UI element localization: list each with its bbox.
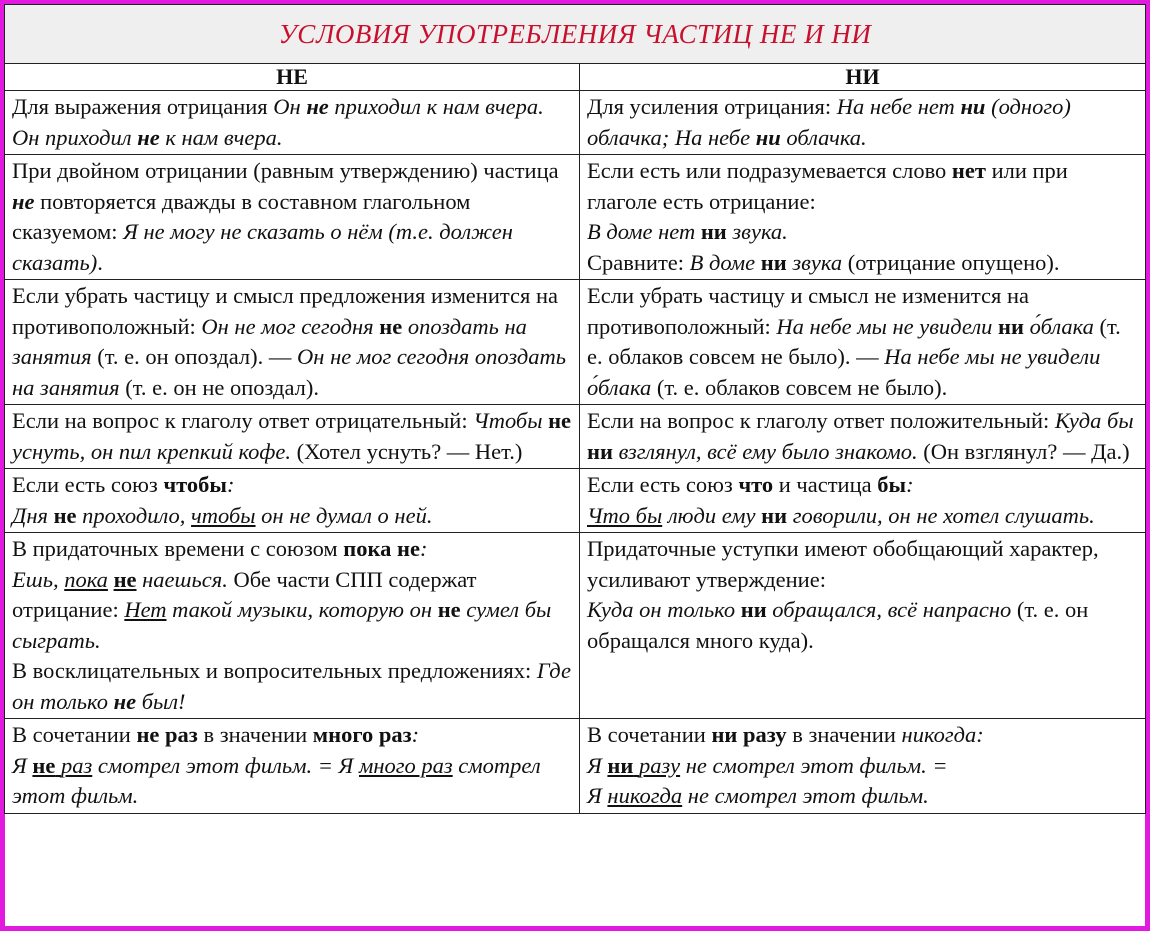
text-run: ни разу — [711, 722, 787, 747]
cell-paragraph — [587, 406, 1139, 467]
table-cell-left — [5, 719, 580, 814]
text-run: разу — [638, 752, 681, 778]
particles-table — [4, 4, 1146, 814]
table-cell-right — [580, 469, 1146, 533]
column-header-ni: НИ — [580, 64, 1146, 91]
text-run: чтобы — [163, 472, 227, 497]
text-run: что — [738, 472, 774, 497]
table-cell-left — [5, 280, 580, 405]
text-run: не — [113, 566, 137, 592]
table-cell-right — [580, 533, 1146, 719]
text-run: и частица — [773, 472, 878, 497]
text-run: В сочетании — [587, 722, 712, 747]
text-run: Если убрать частицу и смысл не изменится на противоположный: — [587, 283, 1029, 339]
table-cell-left — [5, 405, 580, 469]
cell-paragraph — [12, 470, 573, 501]
table-row — [5, 91, 1146, 155]
text-run: На небе мы не увидели о́блака — [587, 344, 1101, 400]
cell-paragraph — [12, 406, 573, 467]
cell-paragraph — [12, 534, 573, 565]
text-run: Для выражения отрицания — [12, 94, 274, 119]
table-row — [5, 155, 1146, 280]
cell-paragraph — [587, 248, 1139, 279]
text-run: (т. е. он обращался много куда). — [587, 597, 1089, 653]
cell-paragraph — [12, 501, 573, 532]
cell-paragraph — [587, 595, 1139, 656]
cell-paragraph — [587, 781, 1139, 812]
text-run: Куда он только — [587, 597, 741, 622]
text-run: пока — [64, 566, 108, 592]
table-cell-right — [580, 280, 1146, 405]
text-run: много раз — [312, 722, 412, 747]
text-run: Он не мог сегодня — [201, 313, 380, 339]
text-run: такой музыки, которую он — [166, 597, 438, 622]
text-run: звука. — [726, 219, 788, 244]
text-run: проходило, — [76, 502, 192, 528]
cell-paragraph — [587, 720, 1139, 751]
text-run: : — [226, 472, 235, 497]
text-run: Я — [12, 752, 33, 778]
text-run: сумел бы сыграть. — [12, 597, 552, 653]
text-run: Придаточные уступки имеют обобщающий характер, усиливают утверждение: — [587, 536, 1099, 592]
text-run: в значении — [197, 722, 313, 747]
text-run: пока не — [343, 536, 420, 561]
text-run: смотрел этот фильм. = Я — [92, 752, 359, 778]
cell-paragraph — [587, 217, 1139, 248]
table-cell-left — [5, 533, 580, 719]
table-cell-left — [5, 155, 580, 280]
text-run: (Он взглянул? — Да.) — [917, 438, 1130, 464]
text-run: . — [97, 249, 103, 275]
table-cell-left — [5, 91, 580, 155]
cell-paragraph — [587, 92, 1139, 153]
text-run: звука — [786, 249, 843, 275]
text-run: Где он только — [12, 658, 571, 714]
cell-paragraph — [12, 656, 573, 717]
cell-paragraph — [12, 720, 573, 751]
text-run: Если на вопрос к глаголу ответ положительный: — [587, 408, 1055, 433]
table-row — [5, 280, 1146, 405]
table-cell-right — [580, 719, 1146, 814]
text-run: Обе части СПП содержат отрицание: — [12, 566, 477, 622]
text-run: Я не могу не сказать о нём (т.е. должен сказать) — [12, 219, 513, 275]
text-run: В придаточных времени с союзом — [12, 536, 344, 561]
text-run: не — [306, 94, 329, 119]
text-run: или при глаголе есть отрицание: — [587, 158, 1068, 214]
text-run: облачка. — [780, 124, 867, 150]
cell-paragraph — [12, 751, 573, 812]
text-run: был! — [136, 688, 186, 714]
table-cell-right — [580, 155, 1146, 280]
text-run: Куда бы — [1054, 408, 1134, 433]
text-run: (т. е. облаков совсем не было). — [651, 374, 948, 400]
text-run: люди ему — [662, 502, 762, 528]
text-run: Нет — [124, 597, 167, 622]
text-run: ни — [761, 502, 788, 528]
text-run: приходил к нам вчера. Он приходил — [12, 94, 544, 150]
text-run: Он — [273, 94, 307, 119]
text-run: На небе мы не увидели — [776, 313, 999, 339]
cell-paragraph — [587, 470, 1139, 501]
text-run: никогда: — [901, 722, 984, 747]
text-run: ни — [607, 752, 634, 778]
cell-paragraph — [12, 281, 573, 403]
text-run: наешься. — [136, 566, 228, 592]
text-run: Я — [587, 783, 608, 808]
text-run: ни — [960, 94, 986, 119]
text-run: обращался, всё напрасно — [766, 597, 1012, 622]
column-header-ne: НЕ — [5, 64, 580, 91]
table-cell-right — [580, 91, 1146, 155]
text-run: не — [12, 188, 35, 214]
table-row — [5, 533, 1146, 719]
cell-paragraph — [587, 534, 1139, 595]
text-run: смотрел этот фильм. — [12, 752, 541, 808]
text-run: нет — [951, 158, 986, 183]
text-run: : — [419, 536, 428, 561]
text-run: В сочетании — [12, 722, 137, 747]
cell-paragraph — [12, 156, 573, 278]
text-run: : — [906, 472, 914, 497]
text-run: к нам вчера. — [159, 124, 283, 150]
text-run: ни — [740, 597, 767, 622]
text-run: не — [437, 597, 461, 622]
text-run: В доме нет — [587, 219, 701, 244]
text-run: чтобы — [191, 502, 256, 528]
text-run: (т. е. облаков совсем не было). — — [587, 313, 1121, 369]
text-run: Что бы — [587, 502, 663, 528]
text-run: Для усиления отрицания: — [587, 94, 837, 119]
header-row — [5, 64, 1146, 91]
text-run: (т. е. он опоздал). — — [91, 344, 298, 369]
text-run: никогда — [607, 783, 683, 808]
table-row — [5, 469, 1146, 533]
cell-paragraph — [587, 751, 1139, 782]
text-run: не — [32, 752, 56, 778]
text-run: не — [113, 688, 137, 714]
text-run: Я — [587, 752, 608, 778]
text-run: Если есть союз — [12, 472, 164, 497]
text-run: Дня — [12, 502, 54, 528]
text-run: Если убрать частицу и смысл предложения изменится на противоположный: — [12, 283, 558, 339]
text-run: не раз — [136, 722, 198, 747]
text-run: в значении — [786, 722, 902, 747]
cell-paragraph — [12, 92, 573, 153]
text-run: ни — [587, 438, 613, 464]
text-run: ни — [998, 313, 1024, 339]
text-run: раз — [61, 752, 93, 778]
text-run: В доме — [689, 249, 761, 275]
text-run: Если есть или подразумевается слово — [587, 158, 952, 183]
text-run: говорили, он не хотел слушать. — [787, 502, 1095, 528]
text-run: не — [53, 502, 77, 528]
text-run: о́блака — [1023, 313, 1094, 339]
text-run: (Хотел уснуть? — Нет.) — [291, 438, 523, 464]
text-run: повторяется дважды в составном глагольном сказуемом: — [12, 188, 471, 244]
table-row — [5, 405, 1146, 469]
text-run: (отрицание опущено). — [842, 249, 1060, 275]
text-run: ни — [755, 124, 781, 150]
text-run: много раз — [358, 752, 453, 778]
text-run: При двойном отрицании (равным утверждению) частица — [12, 158, 559, 183]
table-cell-right — [580, 405, 1146, 469]
text-run: Ешь, — [12, 566, 65, 592]
text-run: ни — [700, 219, 727, 244]
text-run: уснуть, он пил крепкий кофе. — [12, 438, 291, 464]
cell-paragraph — [587, 156, 1139, 217]
text-run: На небе нет — [836, 94, 961, 119]
text-run: (т. е. он не опоздал). — [119, 374, 319, 400]
text-run: Чтобы — [473, 408, 549, 433]
text-run: взглянул, всё ему было знакомо. — [612, 438, 918, 464]
cell-paragraph — [587, 501, 1139, 532]
table-cell-left — [5, 469, 580, 533]
text-run: : — [411, 722, 420, 747]
cell-paragraph — [587, 281, 1139, 403]
text-run: Если на вопрос к глаголу ответ отрицательный: — [12, 408, 474, 433]
text-run: Он не мог сегодня опоздать на занятия — [12, 344, 566, 400]
text-run: (одного) облачка; На небе — [587, 94, 1071, 150]
text-run: не — [379, 313, 403, 339]
text-run: Сравните: — [587, 249, 690, 275]
text-run: не смотрел этот фильм. = — [680, 752, 948, 778]
text-run: бы — [877, 472, 907, 497]
cell-paragraph — [12, 565, 573, 657]
table-title: УСЛОВИЯ УПОТРЕБЛЕНИЯ ЧАСТИЦ НЕ И НИ — [5, 5, 1146, 64]
text-run: опоздать на занятия — [12, 313, 527, 369]
text-run: не — [548, 408, 572, 433]
table-row — [5, 719, 1146, 814]
text-run: не смотрел этот фильм. — [682, 783, 929, 808]
title-row — [5, 5, 1146, 64]
text-run: он не думал о ней. — [255, 502, 433, 528]
text-run: не — [137, 124, 160, 150]
text-run: Если есть союз — [587, 472, 739, 497]
text-run: ни — [760, 249, 787, 275]
text-run: В восклицательных и вопросительных предложениях: — [12, 658, 537, 683]
